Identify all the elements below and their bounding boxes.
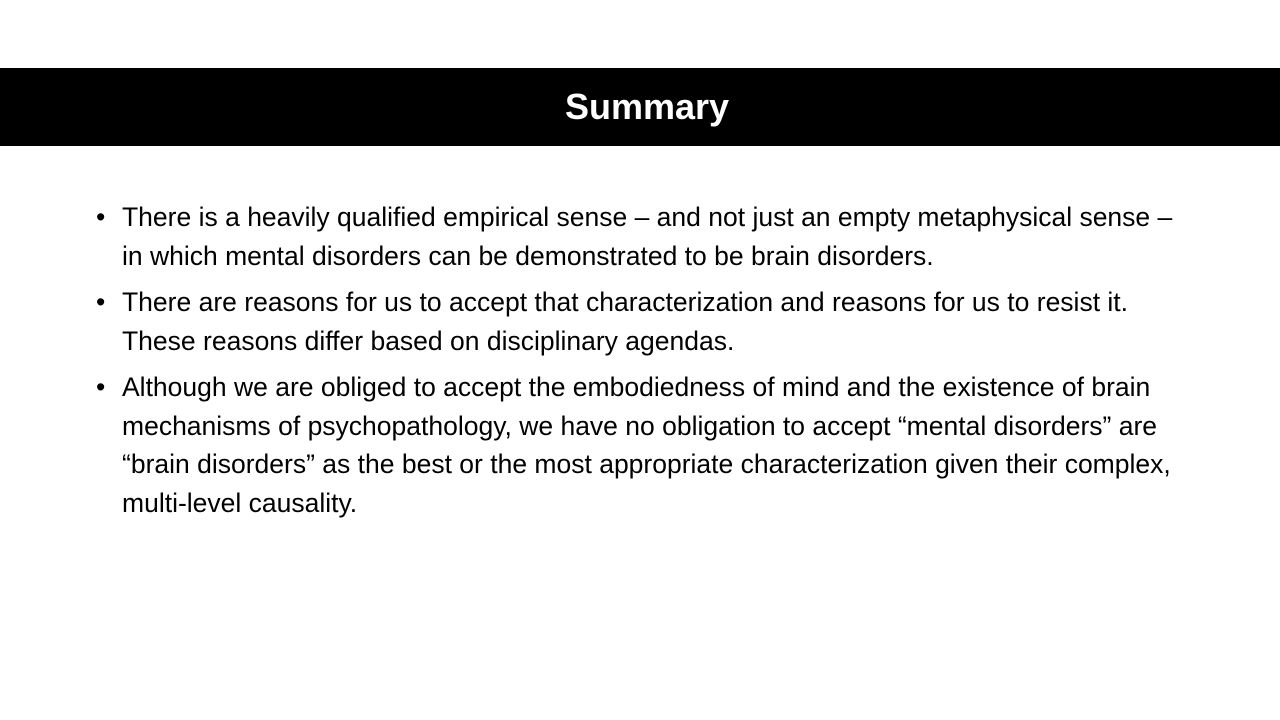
bullet-item <box>96 198 1186 275</box>
bullet-marker: • <box>96 372 106 402</box>
bullet-text: Although we are obliged to accept the embodiedness of mind and the existence of brain mechanisms of psychopathology, we have no obligation to accept “mental disorders” are “brain disorders” as the best or the most appropriate characterization given their complex, multi-level causality. <box>122 372 1171 518</box>
bullet-marker: • <box>96 287 106 317</box>
title-bar <box>0 68 1280 146</box>
bullet-text: There is a heavily qualified empirical sense – and not just an empty metaphysical sense – in which mental disorders can be demonstrated to be brain disorders. <box>122 202 1173 271</box>
bullet-marker: • <box>96 202 106 232</box>
bullet-item <box>96 283 1186 360</box>
bullet-list <box>96 198 1186 530</box>
bullet-item <box>96 368 1186 522</box>
bullet-text: There are reasons for us to accept that characterization and reasons for us to resist it. These reasons differ based on disciplinary agendas. <box>122 287 1129 356</box>
slide-title: Summary <box>564 86 730 127</box>
